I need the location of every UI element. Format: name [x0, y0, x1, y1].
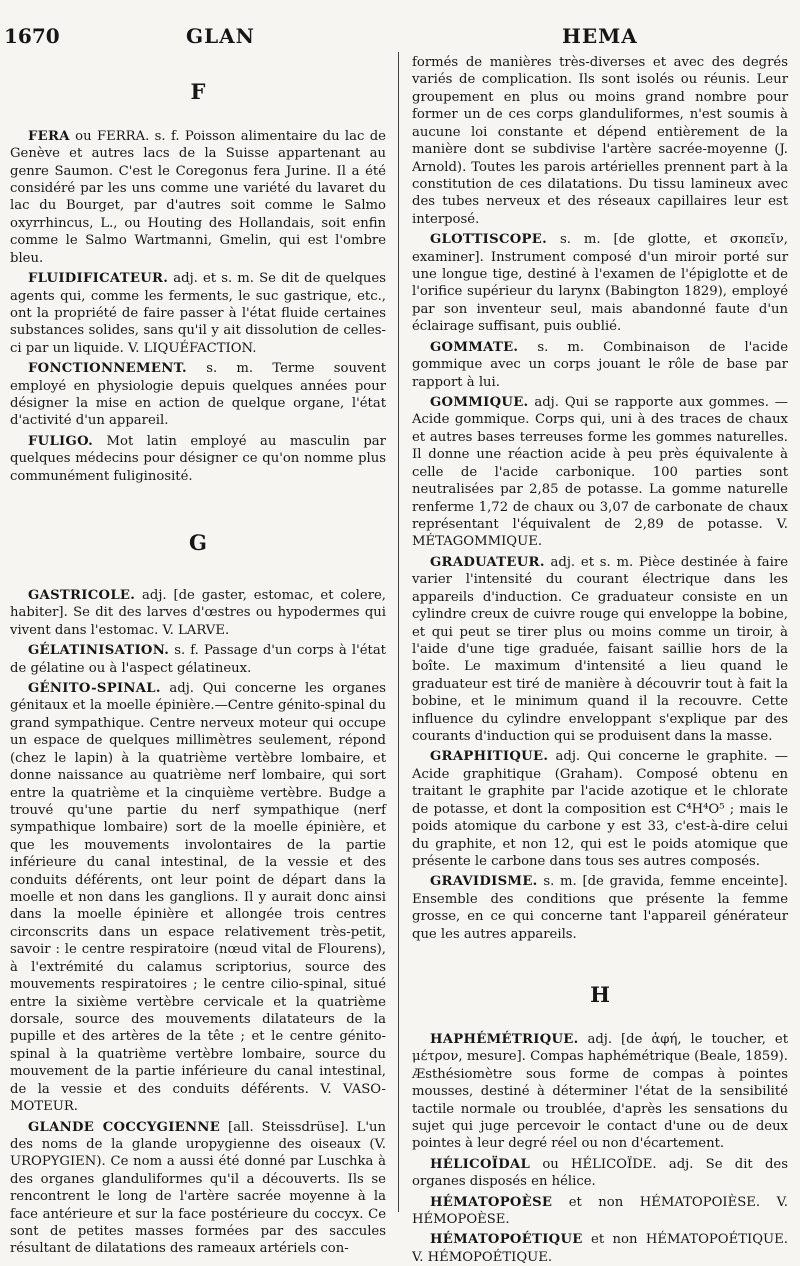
definition: et non HÉMATOPOIÈSE. V. HÉMOPOÈSE.: [412, 1194, 788, 1228]
headword: GLOTTISCOPE.: [430, 232, 548, 248]
definition: adj. Qui concerne les organes génitaux et la moelle épinière.—Centre génito-spinal du grand sympathique. Centre nerveux moteur qui occupe un espace de quelques millimètres seulement, répond (chez le lapin) à la quatrième vertèbre lombaire, et donne naissance au quatrième nerf lombaire, qui sort entre la quatrième et la cinquième vertèbre. Budge a trouvé qu'une partie du nerf sympathique (nerf sympathique lombaire) sort de la moelle épinière, et que les mouvements involontaires de la partie inférieure du canal intestinal, de la vessie et des conduits déférents, ont leur point de départ dans la moelle et non dans les ganglions. Il y aurait donc ainsi dans la moelle épinière et allongée trois centres circonscrits dans un espace relativement très-petit, savoir : le centre respiratoire (nœud vital de Flourens), à l'extrémité du calamus scriptorius, source des mouvements respiratoires ; le centre cilio-spinal, situé entre la sixième vertèbre cervicale et la quatrième dorsale, source des mouvements dilatateurs de la pupille et des artères de la tête ; et le centre génito-spinal à la quatrième vertèbre lombaire, source du mouvement de la partie inférieure du canal intestinal, de la vessie et des conduits déférents. V. VASO-MOTEUR.: [10, 680, 386, 1115]
definition: s. m. [de gravida, femme enceinte]. Ensemble des conditions que présente la femme grosse, en ce qui concerne tant l'appareil générateur que les autres appareils.: [412, 874, 788, 942]
definition: adj. et s. m. Se dit de quelques agents qui, comme les ferments, le suc gastrique, etc., ont la propriété de faire passer à l'état fluide certaines substances solides, sans qu'il y ait dissolution de celles-ci par un liquide. V. LIQUÉFACTION.: [10, 271, 386, 356]
definition: adj. Qui se rapporte aux gommes. — Acide gommique. Corps qui, uni à des traces de chaux et autres bases terreuses forme les gommes naturelles. Il donne une réaction acide à peu près équivalente à celle de l'acide carbonique. 100 parties sont neutralisées par 2,85 de potasse. La gomme naturelle renferme 1,72 de chaux ou 3,07 de carbonate de chaux représentant l'équivalent de 2,89 de potasse. V. MÉTAGOMMIQUE.: [412, 395, 788, 550]
definition: adj. Qui concerne le graphite. — Acide graphitique (Graham). Composé obtenu en traitant le graphite par l'acide azotique et le chlorate de potasse, et dont la composition est C⁴H⁴O⁵ ; mais le poids atomique du carbone y est 33, c'est-à-dire celui du graphite, et non 12, qui est le poids atomique que présente le carbone dans tous ses autres composés.: [412, 749, 788, 869]
running-head-right: HEMA: [562, 24, 638, 48]
page-number: 1670: [4, 24, 60, 48]
left-column: [10, 52, 386, 1257]
headword: GRAVIDISME.: [430, 874, 538, 890]
definition: adj. et s. m. Pièce destinée à faire varier l'intensité du courant électrique dans les appareils d'induction. Ce graduateur consiste en un cylindre creux de cuivre rouge qui enveloppe la bobine, et qui peut se tirer plus ou moins comme un tiroir, à l'aide d'une tige graduée, faisant saillie hors de la boîte. Le maximum d'intensité a lieu quand le graduateur est tiré de manière à découvrir tout à fait la bobine, et le minimum quand il la recouvre. Cette influence du cylindre enveloppant s'explique par des courants d'induction qui se produisent dans la masse.: [412, 554, 788, 745]
headword: FERA: [28, 128, 70, 144]
definition: adj. [de gaster, estomac, et colere, habiter]. Se dit des larves d'œstres ou hypodermes qui vivent dans l'estomac. V. LARVE.: [10, 587, 386, 638]
definition: Mot latin employé au masculin par quelques médecins pour désigner ce qu'on nomme plus communément fuliginosité.: [10, 433, 386, 484]
entry-fera: [10, 128, 386, 267]
section-letter-f: F: [190, 79, 206, 104]
entry-hematopoese: [412, 1194, 788, 1229]
headword: GÉNITO-SPINAL.: [28, 680, 161, 696]
definition: s. m. [de glotte, et σκοπεῖν, examiner]. Instrument composé d'un miroir porté sur une longue tige, destiné à l'examen de l'épiglotte et de l'orifice supérieur du larynx (Babington 1829), employé par son inventeur seul, mais abandonné faute d'un éclairage suffisant, puis oublié.: [412, 232, 788, 335]
entry-gommique: [412, 394, 788, 551]
entry-gastricole: [10, 587, 386, 639]
entry-gelatinisation: [10, 642, 386, 677]
right-column: [412, 54, 788, 1265]
definition: s. m. Terme souvent employé en physiologie depuis quelques années pour désigner la mise en action de quelque organe, l'état d'activité d'un appareil.: [10, 361, 386, 429]
entry-hematopoetique: [412, 1231, 788, 1266]
definition: formés de manières très-diverses et avec des degrés variés de complication. Ils sont isolés ou réunis. Leur groupement en plus ou moins grand nombre pour former un de ces corps glanduliformes, n'est soumis à aucune loi constante et dépend entièrement de la manière dont se subdivise l'artère sacrée-moyenne (J. Arnold). Toutes les parois artérielles prennent part à la constitution de ces dilatations. Du tissu lamineux avec des tubes nerveux et des réseaux capillaires leur est interposé.: [412, 55, 788, 227]
definition: s. m. Combinaison de l'acide gommique avec un corps jouant le rôle de base par rapport à lui.: [412, 339, 788, 390]
definition: s. f. Passage d'un corps à l'état de gélatine ou à l'aspect gélatineux.: [10, 643, 386, 676]
column-divider: [398, 52, 399, 1212]
entry-fuligo: [10, 433, 386, 485]
entry-gravidisme: [412, 873, 788, 943]
entry-continuation: [412, 54, 788, 228]
entry-glande-coccygienne: [10, 1119, 386, 1258]
entry-helicoidal: [412, 1156, 788, 1191]
headword: HÉLICOÏDAL: [430, 1156, 531, 1172]
headword: GRADUATEUR.: [430, 554, 545, 570]
headword: HAPHÉMÉTRIQUE.: [430, 1031, 579, 1047]
entry-fluidificateur: [10, 270, 386, 357]
entry-graphitique: [412, 748, 788, 870]
headword: FLUIDIFICATEUR.: [28, 271, 169, 287]
headword: HÉMATOPOÈSE: [430, 1194, 553, 1210]
section-letter-g: G: [189, 530, 207, 556]
entry-haphemetrique: [412, 1031, 788, 1153]
headword: GOMMIQUE.: [430, 395, 529, 411]
running-head-left: GLAN: [186, 24, 255, 48]
headword: HÉMATOPOÉTIQUE: [430, 1232, 583, 1248]
headword: GOMMATE.: [430, 339, 519, 355]
headword: FONCTIONNEMENT.: [28, 361, 187, 377]
definition: adj. [de ἁφή, le toucher, et μέτρον, mesure]. Compas haphémétrique (Beale, 1859). Æsthésiomètre sous forme de compas à pointes mousses, destiné à déterminer l'état de la sensibilité tactile normale ou troublée, d'après les sensations du sujet qui juge percevoir le contact d'une ou de deux pointes à leur degré réel ou non d'écartement.: [412, 1031, 788, 1152]
definition: et non HÉMATOPOÉTIQUE. V. HÉMOPOÉTIQUE.: [412, 1232, 788, 1265]
definition: ou FERRA. s. f. Poisson alimentaire du lac de Genève et autres lacs de la Suisse appartenant au genre Saumon. C'est le Coregonus fera Jurine. Il a été considéré par les uns comme une variété du lavaret du lac du Bourget, par d'autres soit comme le Salmo oxyrrhincus, L., ou Houting des Hollandais, soit enfin comme le Salmo Wartmanni, Gmelin, qui est l'ombre bleu.: [10, 128, 386, 266]
headword: GÉLATINISATION.: [28, 643, 170, 659]
entry-fonctionnement: [10, 360, 386, 430]
entry-gommate: [412, 339, 788, 391]
headword: GASTRICOLE.: [28, 587, 136, 603]
section-letter-h: H: [590, 982, 610, 1008]
page-header: [0, 24, 800, 54]
definition: ou HÉLICOÏDE. adj. Se dit des organes disposés en hélice.: [412, 1156, 788, 1190]
entry-graduateur: [412, 554, 788, 746]
entry-genito-spinal: [10, 680, 386, 1116]
headword: GRAPHITIQUE.: [430, 749, 549, 765]
headword: FULIGO.: [28, 433, 93, 449]
definition: [all. Steissdrüse]. L'un des noms de la glande uropygienne des oiseaux (V. UROPYGIEN). Ce nom a aussi été donné par Luschka à des organes glanduliformes qu'il a découverts. Ils se rencontrent le long de l'artère sacrée moyenne à la face antérieure et sur la face postérieure du coccyx. Ce sont de petites masses formées par des saccules résultant de dilatations des rameaux artériels con-: [10, 1119, 386, 1257]
headword: GLANDE COCCYGIENNE: [28, 1119, 221, 1135]
entry-glottiscope: [412, 231, 788, 336]
